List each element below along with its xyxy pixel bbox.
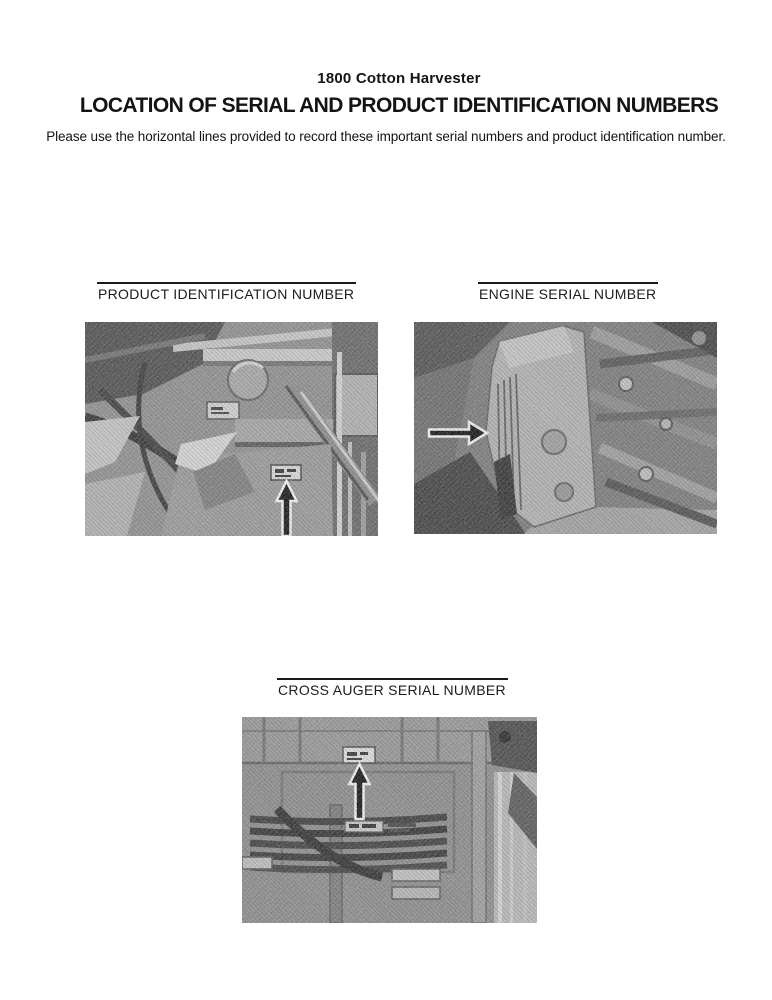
cross-auger-serial-photo [242,717,537,923]
instruction-text: Please use the horizontal lines provided to record these important serial numbers and product identification number. [46,129,726,144]
model-title: 1800 Cotton Harvester [317,70,481,87]
caption-product-identification-number [97,282,356,304]
halftone-noise [242,717,537,923]
caption-engine-serial-number [478,282,658,304]
serial-write-line-and-label: ENGINE SERIAL NUMBER [478,282,658,302]
halftone-noise [414,322,717,534]
page-title: LOCATION OF SERIAL AND PRODUCT IDENTIFICATION NUMBERS [79,94,719,117]
serial-write-line-and-label: PRODUCT IDENTIFICATION NUMBER [97,282,356,302]
product-identification-photo-illustration [85,322,378,536]
caption-cross-auger-serial-number [277,678,508,700]
engine-serial-photo [414,322,717,534]
halftone-noise [85,322,378,536]
product-identification-photo [85,322,378,536]
cross-auger-serial-photo-illustration [242,717,537,923]
serial-write-line-and-label: CROSS AUGER SERIAL NUMBER [277,678,508,698]
engine-serial-photo-illustration [414,322,717,534]
